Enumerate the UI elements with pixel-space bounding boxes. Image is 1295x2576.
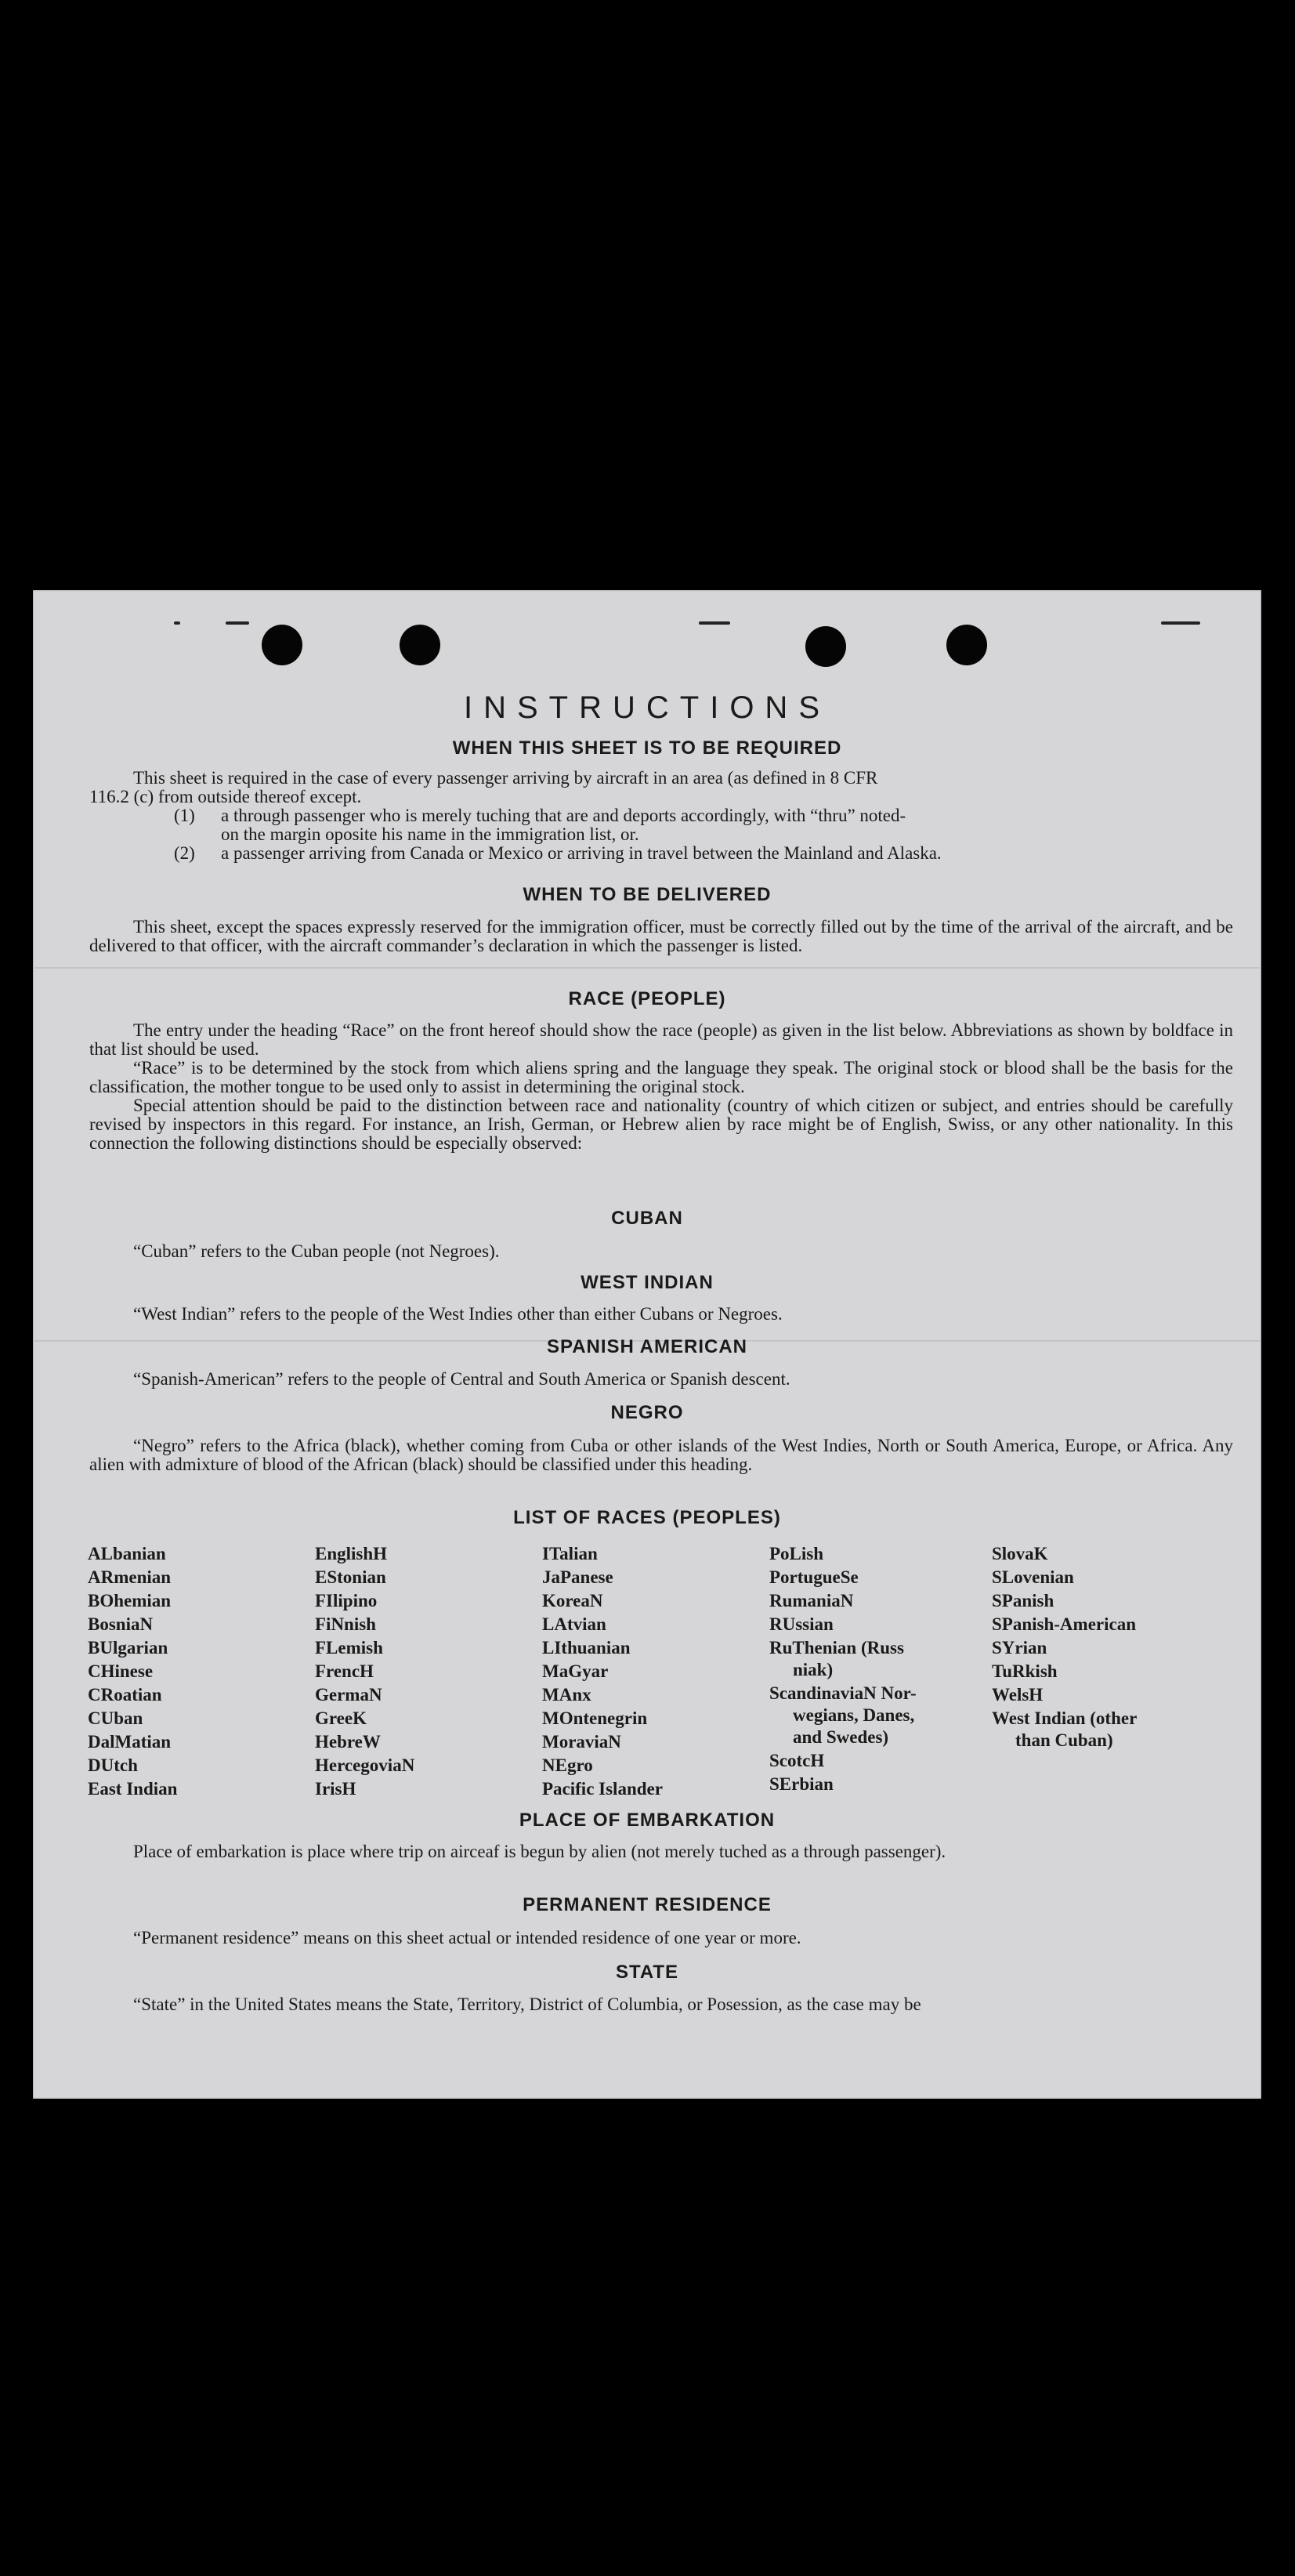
- race-item: SYrian: [992, 1638, 1047, 1658]
- race-item: ARmenian: [88, 1567, 172, 1587]
- exception-item: [174, 844, 1233, 863]
- when-delivered-paragraph: This sheet, except the spaces expressly reserved for the immigration officer, must be correctly filled out by the time of the arrival of the aircraft, and be delivered to that officer, with the aircraft commander’s declaration in which the passenger is listed.: [89, 917, 1233, 955]
- race-item: CRoatian: [88, 1685, 162, 1705]
- section-heading-negro: NEGRO: [610, 1402, 684, 1423]
- race-item: BosniaN: [88, 1614, 154, 1634]
- races-column: [315, 1542, 542, 1801]
- race-item: West Indian (other: [992, 1708, 1138, 1728]
- exception-item: [174, 806, 1233, 844]
- race-item: HercegoviaN: [315, 1755, 415, 1775]
- race-item: CHinese: [88, 1661, 154, 1681]
- races-column: [542, 1542, 769, 1801]
- race-item: PoLish: [769, 1544, 824, 1563]
- section-heading-race: RACE (PEOPLE): [568, 988, 726, 1009]
- race-item: DalMatian: [88, 1732, 172, 1752]
- race-item: SlovaK: [992, 1544, 1048, 1563]
- race-item: LAtvian: [542, 1614, 606, 1634]
- race-item: FIlipino: [315, 1591, 378, 1610]
- speck: [699, 621, 730, 625]
- spanish-american-text: “Spanish-American” refers to the people of Central and South America or Spanish descent.: [133, 1369, 790, 1389]
- race-item: DUtch: [88, 1755, 138, 1775]
- race-item: GreeK: [315, 1708, 367, 1728]
- page-title: INSTRUCTIONS: [464, 690, 830, 725]
- race-item-cont: niak): [793, 1660, 834, 1679]
- cuban-text: “Cuban” refers to the Cuban people (not Negroes).: [133, 1241, 500, 1261]
- races-column: [88, 1542, 315, 1801]
- punch-hole: [262, 625, 302, 665]
- race-item: GermaN: [315, 1685, 382, 1705]
- embarkation-text: [89, 1842, 1233, 1861]
- race-item: SErbian: [769, 1774, 834, 1794]
- punch-hole: [946, 625, 987, 665]
- exceptions-list: [174, 806, 1233, 863]
- race-item: JaPanese: [542, 1567, 613, 1587]
- race-item: BOhemian: [88, 1591, 172, 1610]
- race-item: East Indian: [88, 1779, 178, 1799]
- race-item: SPanish: [992, 1591, 1054, 1610]
- race-item: SLovenian: [992, 1567, 1074, 1587]
- race-item: KoreaN: [542, 1591, 603, 1610]
- races-column: [992, 1542, 1227, 1801]
- negro-text: [89, 1437, 1233, 1474]
- race-item: RumaniaN: [769, 1591, 854, 1610]
- negro-paragraph: “Negro” refers to the Africa (black), whether coming from Cuba or other islands of the West Indies, North or South America, Europe, or Africa. Any alien with admixture of blood of the African (black) should be classified under this heading.: [89, 1436, 1233, 1474]
- section-heading-when-delivered: WHEN TO BE DELIVERED: [523, 884, 772, 905]
- section-heading-list-of-races: LIST OF RACES (PEOPLES): [513, 1507, 781, 1528]
- race-item: BUlgarian: [88, 1638, 168, 1658]
- section-heading-when-required: WHEN THIS SHEET IS TO BE REQUIRED: [452, 737, 842, 759]
- residence-text: “Permanent residence” means on this sheet actual or intended residence of one year or more.: [133, 1928, 801, 1947]
- section-heading-embarkation: PLACE OF EMBARKATION: [519, 1810, 776, 1831]
- race-paragraph-1: The entry under the heading “Race” on the front hereof should show the race (people) as given in the list below. Abbreviations as shown by boldface in that list should be used.: [89, 1020, 1233, 1059]
- when-delivered-text: [89, 918, 1233, 955]
- race-item-cont: than Cuban): [1015, 1730, 1113, 1750]
- embarkation-paragraph: Place of embarkation is place where trip on airceaf is begun by alien (not merely tuched as a through passenger).: [133, 1842, 946, 1861]
- punch-hole: [805, 626, 846, 667]
- race-item: RuThenian (Russ: [769, 1638, 904, 1658]
- races-column: [769, 1542, 992, 1801]
- race-item: IrisH: [315, 1779, 356, 1799]
- race-item: EStonian: [315, 1567, 386, 1587]
- race-item-cont: and Swedes): [793, 1727, 889, 1747]
- race-item: MoraviaN: [542, 1732, 621, 1752]
- when-required-intro: [89, 769, 1233, 806]
- race-item: HebreW: [315, 1732, 381, 1752]
- race-item: MaGyar: [542, 1661, 609, 1681]
- section-heading-residence: PERMANENT RESIDENCE: [523, 1894, 772, 1915]
- race-item: FLemish: [315, 1638, 383, 1658]
- section-heading-state: STATE: [615, 1962, 679, 1983]
- race-item: SPanish-American: [992, 1614, 1136, 1634]
- race-item: LIthuanian: [542, 1638, 631, 1658]
- exception-number: (2): [174, 843, 195, 863]
- race-item: EnglishH: [315, 1544, 388, 1563]
- races-list: [88, 1542, 1247, 1801]
- race-item: FiNnish: [315, 1614, 376, 1634]
- section-heading-west-indian: WEST INDIAN: [581, 1272, 714, 1293]
- instruction-sheet: [33, 590, 1261, 2099]
- west-indian-text: “West Indian” refers to the people of the West Indies other than either Cubans or Negroes.: [133, 1304, 783, 1324]
- race-item: ITalian: [542, 1544, 598, 1563]
- section-heading-cuban: CUBAN: [611, 1208, 683, 1229]
- race-item: TuRkish: [992, 1661, 1058, 1681]
- state-text: “State” in the United States means the State, Territory, District of Columbia, or Posession, as the case may be: [133, 1994, 921, 2014]
- fold-line: [33, 967, 1261, 969]
- exception-text-cont: on the margin oposite his name in the immigration list, or.: [221, 824, 639, 844]
- race-item: RUssian: [769, 1614, 834, 1634]
- race-text: [89, 1021, 1233, 1153]
- race-item: NEgro: [542, 1755, 593, 1775]
- exception-number: (1): [174, 806, 195, 825]
- punch-hole: [400, 625, 440, 665]
- race-item: PortugueSe: [769, 1567, 859, 1587]
- race-item: CUban: [88, 1708, 143, 1728]
- speck: [1161, 621, 1200, 625]
- race-item: ALbanian: [88, 1544, 166, 1563]
- race-paragraph-2: “Race” is to be determined by the stock from which aliens spring and the language they speak. The original stock or blood shall be the basis for the classification, the mother tongue to be used only to assist in determining the original stock.: [89, 1058, 1233, 1096]
- exception-text: a through passenger who is merely tuching that are and deports accordingly, with “thru” noted-: [221, 806, 906, 825]
- exception-text: a passenger arriving from Canada or Mexico or arriving in travel between the Mainland and Alaska.: [221, 843, 942, 863]
- race-item-cont: wegians, Danes,: [793, 1705, 915, 1725]
- race-item: MAnx: [542, 1685, 591, 1705]
- race-item: MOntenegrin: [542, 1708, 648, 1728]
- intro-line-1: This sheet is required in the case of every passenger arriving by aircraft in an area (as defined in 8 CFR: [133, 768, 878, 788]
- race-item: WelsH: [992, 1685, 1044, 1705]
- race-item: ScandinaviaN Nor-: [769, 1683, 917, 1703]
- intro-line-2: 116.2 (c) from outside thereof except.: [89, 787, 362, 806]
- race-item: ScotcH: [769, 1751, 825, 1770]
- section-heading-spanish-american: SPANISH AMERICAN: [546, 1336, 747, 1357]
- race-item: FrencH: [315, 1661, 374, 1681]
- race-item: Pacific Islander: [542, 1779, 663, 1799]
- speck: [226, 621, 249, 625]
- speck: [174, 621, 180, 625]
- race-paragraph-3: Special attention should be paid to the distinction between race and nationality (country of which citizen or subject, and entries should be carefully revised by inspectors in this regard. For instance, an Irish, German, or Hebrew alien by race might be of English, Swiss, or any other nationality. In this connection the following distinctions should be especially observed:: [89, 1096, 1233, 1153]
